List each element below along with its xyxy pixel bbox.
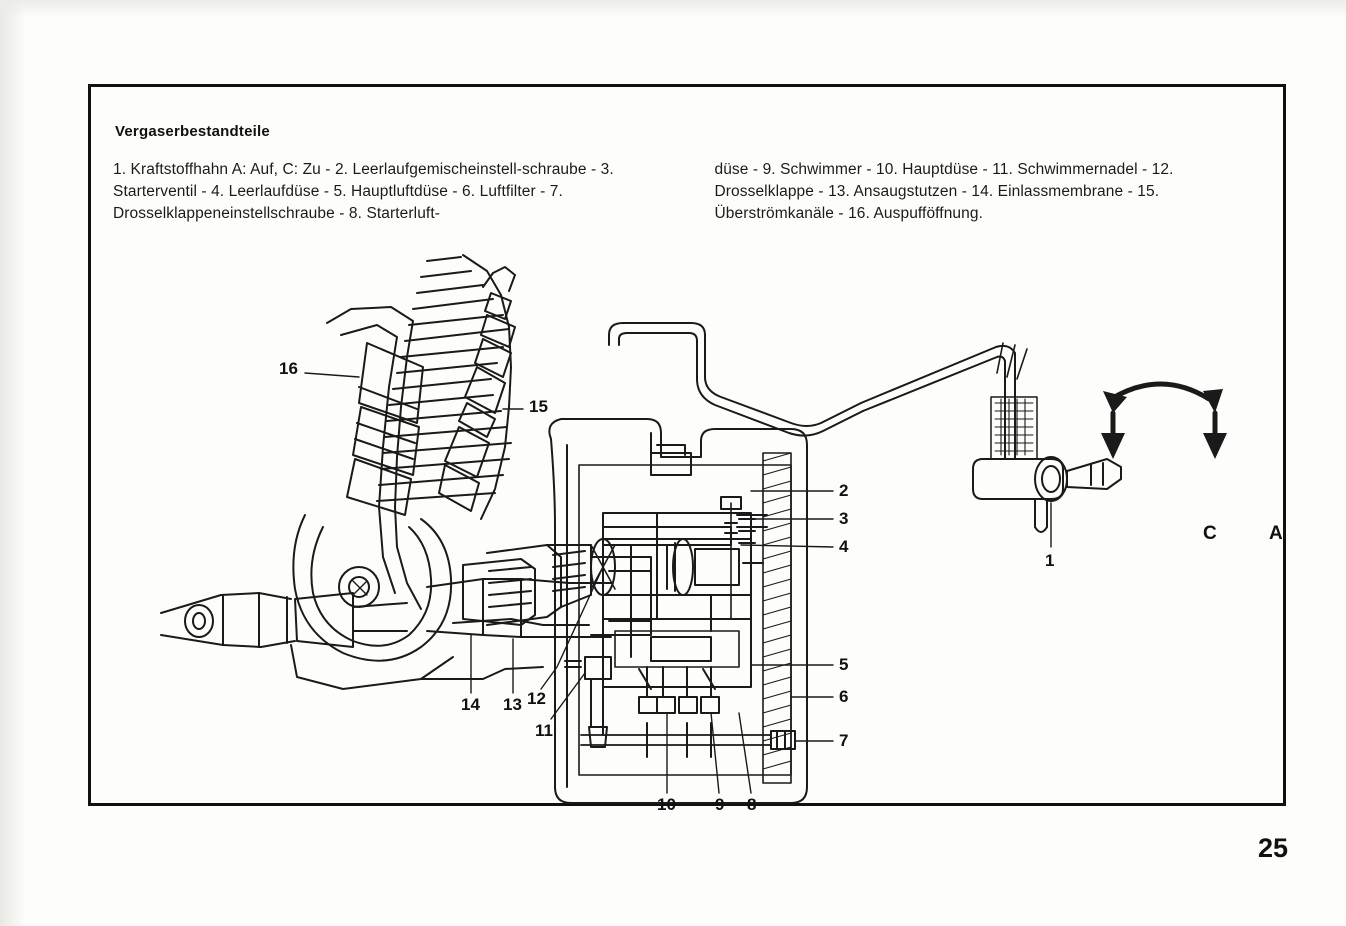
scan-edge-shadow-left bbox=[0, 0, 26, 926]
technical-line-drawing bbox=[91, 227, 1283, 805]
callout-11: 11 bbox=[535, 721, 553, 740]
callout-8: 8 bbox=[747, 795, 757, 814]
tap-position-label-c: C bbox=[1203, 523, 1217, 544]
figure-legend bbox=[113, 159, 1273, 225]
callout-10: 10 bbox=[657, 795, 676, 814]
callout-1: 1 bbox=[1045, 551, 1055, 570]
callout-2: 2 bbox=[839, 481, 849, 500]
callout-3: 3 bbox=[839, 509, 849, 528]
legend-column-left: 1. Kraftstoffhahn A: Auf, C: Zu - 2. Leerlaufgemischeinstell-schraube - 3. Starterventil - 4. Leerlaufdüse - 5. Hauptluftdüse - 6. Luftfilter - 7. Drosselklappeneinstellschraube - 8. Starterluft- bbox=[113, 161, 614, 222]
scan-edge-shadow-top bbox=[0, 0, 1346, 18]
figure-title: Vergaserbestandteile bbox=[115, 123, 270, 140]
callout-12: 12 bbox=[527, 689, 546, 708]
callout-9: 9 bbox=[715, 795, 725, 814]
callout-6: 6 bbox=[839, 687, 849, 706]
callout-15: 15 bbox=[529, 397, 548, 416]
legend-column-right: düse - 9. Schwimmer - 10. Hauptdüse - 11. Schwimmernadel - 12. Drosselklappe - 13. Ansaugstutzen - 14. Einlassmembrane - 15. Überströmkanäle - 16. Auspufföffnung. bbox=[714, 161, 1174, 222]
callout-16: 16 bbox=[279, 359, 298, 378]
page-number: 25 bbox=[1257, 833, 1288, 863]
figure-frame bbox=[88, 84, 1286, 814]
callout-4: 4 bbox=[839, 537, 849, 556]
carburetor-diagram bbox=[91, 227, 1283, 814]
callout-7: 7 bbox=[839, 731, 849, 750]
callout-14: 14 bbox=[461, 695, 480, 714]
tap-position-label-a: A bbox=[1269, 523, 1283, 544]
callout-13: 13 bbox=[503, 695, 522, 714]
callout-5: 5 bbox=[839, 655, 849, 674]
